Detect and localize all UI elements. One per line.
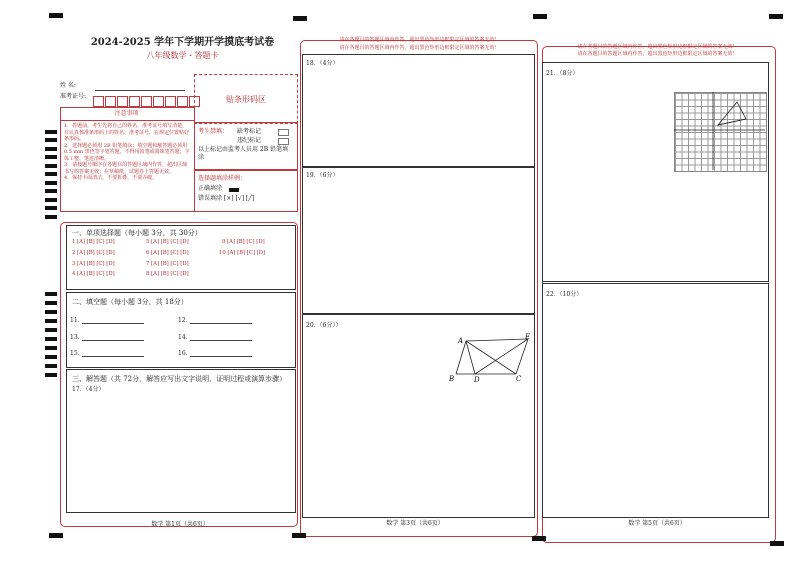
notice-item: 3．请按题号顺序在各题目的答题区域内作答，超出区域书写的答案无效；在草稿纸、试题卷上答题无效。 <box>64 162 188 175</box>
timing-mark <box>45 138 57 142</box>
timing-mark <box>292 533 306 538</box>
fill-correct-label: 正确填涂 <box>198 185 223 192</box>
absent-mark-label: 缺考标记 <box>237 128 262 135</box>
timing-mark <box>45 364 57 368</box>
notice-list <box>64 123 190 182</box>
exam-number-label: 准考证号: <box>60 93 87 100</box>
timing-mark <box>45 189 57 193</box>
timing-mark <box>45 301 57 305</box>
choice-q6[interactable]: 6 [A] [B] [C] [D] <box>146 250 189 256</box>
q19-box <box>302 167 535 314</box>
timing-mark <box>45 292 57 296</box>
timing-mark <box>769 14 783 19</box>
timing-mark <box>45 181 57 185</box>
notice-divider <box>60 120 194 121</box>
blank-q12-label: 12． <box>178 317 192 324</box>
timing-mark <box>49 533 63 538</box>
absent-mark-box[interactable] <box>278 129 289 136</box>
timing-mark <box>45 328 57 332</box>
choice-q1[interactable]: 1 [A] [B] [C] [D] <box>72 239 115 245</box>
blank-q14-line[interactable] <box>190 340 252 341</box>
barcode-area <box>194 74 298 124</box>
blank-q12-line[interactable] <box>190 323 252 324</box>
choice-q5[interactable]: 5 [A] [B] [C] [D] <box>146 239 189 245</box>
choice-q4[interactable]: 4 [A] [B] [C] [D] <box>72 271 115 277</box>
name-field[interactable] <box>95 90 185 91</box>
timing-mark <box>49 13 63 18</box>
page-footer-3: 数学 第3页（共6页） <box>386 520 444 527</box>
choice-q8[interactable]: 8 [A] [B] [C] [D] <box>146 271 189 277</box>
coordinate-figure <box>674 92 765 170</box>
choice-section-title: 一、单项选择题（每小题 3分，共 30分） <box>72 229 202 237</box>
blank-q16-line[interactable] <box>190 356 252 357</box>
correct-fill-mark <box>229 188 239 192</box>
solution-section-title: 三、解答题（共 72分，解答应写出文字说明、证明过程或演算步骤） <box>72 375 287 383</box>
point-label-a: A <box>458 337 464 345</box>
exam-title: 2024-2025 学年下学期开学摸底考试卷 <box>90 37 275 48</box>
fill-wrong-label: 错误填涂 [×] [√] [╱] <box>198 195 255 202</box>
choice-q7[interactable]: 7 [A] [B] [C] [D] <box>146 261 189 267</box>
choice-q3[interactable]: 3 [A] [B] [C] [D] <box>72 261 115 267</box>
choice-q2[interactable]: 2 [A] [B] [C] [D] <box>72 250 115 256</box>
q18-box <box>302 54 535 167</box>
warning-right-1: 请在各题目的答题区域内作答，超出黑色矩形边框限定区域的答案无效！ <box>577 44 738 50</box>
timing-mark <box>45 355 57 359</box>
blank-q16-label: 16． <box>178 350 192 357</box>
timing-mark <box>293 16 307 21</box>
name-label: 姓 名: <box>60 82 76 89</box>
blank-section-title: 二、填空题（每小题 3分，共 18分） <box>72 298 188 306</box>
violation-mark-box[interactable] <box>278 138 289 145</box>
blank-q13-line[interactable] <box>82 340 144 341</box>
blank-q15-line[interactable] <box>82 356 144 357</box>
timing-mark <box>45 147 57 151</box>
timing-mark <box>532 536 546 541</box>
q22-box <box>542 283 769 518</box>
page-footer-5: 数学 第5页（共6页） <box>628 520 686 527</box>
blank-q13-label: 13． <box>70 334 84 341</box>
q20-label[interactable]: 20．（6分）） <box>306 322 342 329</box>
blank-q11-label: 11． <box>70 317 84 324</box>
timing-mark <box>770 541 784 546</box>
page-footer-1: 数学 第1页（共6页） <box>151 521 209 528</box>
notice-item: 1．答题前，考生先将自己的姓名，准考证号填写清楚，并认真核准条形码上的姓名、准考证号，在规定位置贴好条形码。 <box>64 123 190 142</box>
timing-mark <box>45 172 57 176</box>
warning-top-1: 请在各题目的答题区域内作答，超出黑色矩形边框限定区域的答案无效！ <box>339 37 500 43</box>
choice-q9[interactable]: 9 [A] [B] [C] [D] <box>222 239 265 245</box>
timing-mark <box>45 337 57 341</box>
timing-mark <box>45 319 57 323</box>
timing-mark <box>533 14 547 19</box>
barcode-label: 贴条形码区 <box>226 94 266 104</box>
q22-label[interactable]: 22．（10分） <box>546 291 583 298</box>
forbid-label: 考生禁填： <box>198 128 229 135</box>
blank-q14-label: 14． <box>178 334 192 341</box>
point-label-c: C <box>516 375 522 383</box>
timing-mark <box>45 155 57 159</box>
timing-mark <box>45 206 57 210</box>
warning-top-2: 请在各题目的答题区域内作答，超出黑色矩形边框限定区域的答案无效！ <box>339 45 500 51</box>
q20-geometry-figure <box>445 332 535 384</box>
timing-mark <box>45 164 57 168</box>
q21-label[interactable]: 21．（8分） <box>546 70 579 77</box>
fill-sample-label: 选择题填涂样例： <box>198 175 247 182</box>
violation-mark-label: 违纪标记 <box>237 137 262 144</box>
timing-mark <box>45 373 57 377</box>
choice-q10[interactable]: 10 [A] [B] [C] [D] <box>219 250 266 256</box>
notice-heading: 注意事项 <box>114 110 139 117</box>
point-label-d: D <box>474 376 480 384</box>
blank-q15-label: 15． <box>70 350 84 357</box>
q19-label[interactable]: 19．（6分） <box>306 172 339 179</box>
exam-subtitle: 八年级数学・答题卡 <box>146 51 219 60</box>
warning-right-2: 请在各题目的答题区域内作答，超出黑色矩形边框限定区域的答案无效！ <box>577 51 738 57</box>
q18-label[interactable]: 18．（4分） <box>306 60 339 67</box>
q17-label[interactable]: 17．（4分） <box>72 386 105 393</box>
timing-mark <box>45 198 57 202</box>
forbid-note: 以上标记由监考人员用 2B 铅笔填涂 <box>198 146 289 161</box>
notice-item: 4．保持卡面清洁，不要折叠、不要弄破。 <box>64 175 158 181</box>
blank-q11-line[interactable] <box>82 323 144 324</box>
timing-mark <box>45 215 57 219</box>
point-label-b: B <box>449 375 455 383</box>
timing-mark <box>45 310 57 314</box>
timing-mark <box>45 130 57 134</box>
timing-mark <box>45 346 57 350</box>
point-label-e: E <box>525 333 531 341</box>
notice-item: 2．选择题必须用 2B 铅笔填涂；填空题和解答题必须用 0.5 mm 黑色签字笔答题，不得用铅笔或圆珠笔答题；字体工整、笔迹清晰。 <box>64 142 190 162</box>
